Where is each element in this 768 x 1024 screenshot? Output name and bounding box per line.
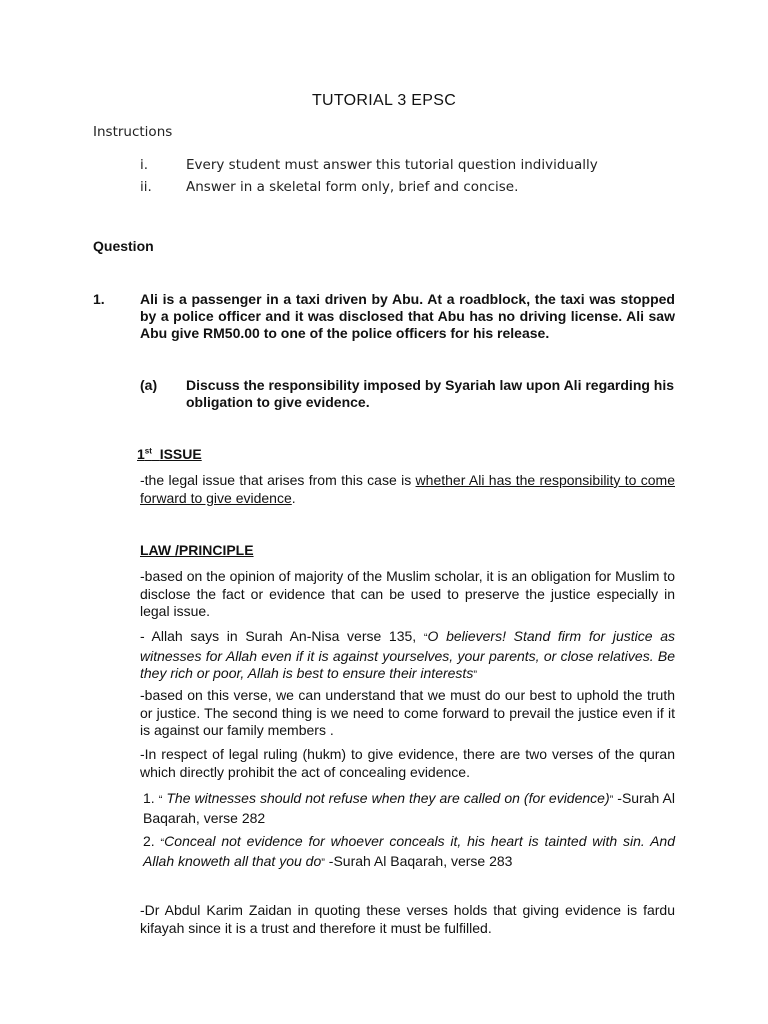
issue-text-lead: -the legal issue that arises from this case is (140, 472, 416, 488)
instruction-text: Answer in a skeletal form only, brief and concise. (186, 179, 519, 195)
verse-source: -Surah Al Baqarah, verse 283 (324, 852, 513, 869)
verse-source: -Surah Al Baqarah, verse 282 (143, 790, 675, 826)
issue-text (140, 472, 675, 507)
verse-quote: The witnesses should not refuse when they are called on (for evidence) (162, 790, 610, 806)
close-quote: ” (609, 794, 614, 806)
open-quote: “ (158, 794, 163, 806)
instruction-number: ii. (140, 179, 152, 195)
open-quote: “ (160, 837, 165, 849)
law-paragraph: -based on the opinion of majority of the Muslim scholar, it is an obligation for Muslim to disclose the fact or evidence that can be used to preserve the justice especially in legal issue. (140, 568, 675, 619)
issue-heading-text: ISSUE (159, 446, 202, 462)
verse-number: 1. (143, 790, 159, 806)
open-quote: “ (423, 632, 428, 644)
part-text: Discuss the responsibility imposed by Syariah law upon Ali regarding his obligation to give evidence. (186, 377, 675, 410)
law-heading: LAW /PRINCIPLE (140, 542, 254, 558)
law-paragraph: -based on this verse, we can understand that we must do our best to uphold the truth or justice. The second thing is we need to come forward to prevail the justice even if it is against our family members . (140, 687, 675, 738)
instruction-number: i. (140, 157, 149, 173)
law-paragraph-quote (140, 628, 675, 685)
instruction-text: Every student must answer this tutorial question individually (186, 157, 598, 173)
verse-item (143, 833, 675, 872)
quote-lead: - Allah says in Surah An-Nisa verse 135, (140, 628, 424, 644)
issue-text-end: . (291, 489, 296, 506)
verse-quote: Conceal not evidence for whoever conceals it, his heart is tainted with sin. And Allah knoweth all that you do (143, 833, 675, 869)
quran-quote: O believers! Stand firm for justice as witnesses for Allah even if it is against yourselves, your parents, or close relatives. Be they rich or poor, Allah is best to ensure their interests (140, 628, 675, 681)
question-heading: Question (93, 238, 154, 254)
issue-heading-ordinal: st (144, 446, 152, 456)
law-paragraph: -Dr Abdul Karim Zaidan in quoting these verses holds that giving evidence is fardu kifayah since it is a trust and therefore it must be fulfilled. (140, 902, 675, 936)
law-paragraph: -In respect of legal ruling (hukm) to give evidence, there are two verses of the quran which directly prohibit the act of concealing evidence. (140, 746, 675, 780)
part-label: (a) (140, 377, 158, 393)
issue-heading-number: 1 (137, 446, 145, 462)
issue-statement: whether Ali has the responsibility to come forward to give evidence (140, 472, 675, 506)
page-title: TUTORIAL 3 EPSC (311, 92, 457, 109)
question-number: 1. (93, 291, 105, 307)
close-quote: ” (473, 669, 477, 681)
question-text: Ali is a passenger in a taxi driven by Abu. At a roadblock, the taxi was stopped by a police officer and it was disclosed that Abu has no driving license. Ali saw Abu give RM50.00 to one of the police officers for his release. (140, 291, 675, 341)
instructions-heading: Instructions (93, 124, 173, 140)
verse-item (143, 790, 675, 827)
close-quote: ” (321, 856, 325, 869)
issue-heading (137, 446, 202, 462)
verse-number: 2. (143, 833, 161, 849)
